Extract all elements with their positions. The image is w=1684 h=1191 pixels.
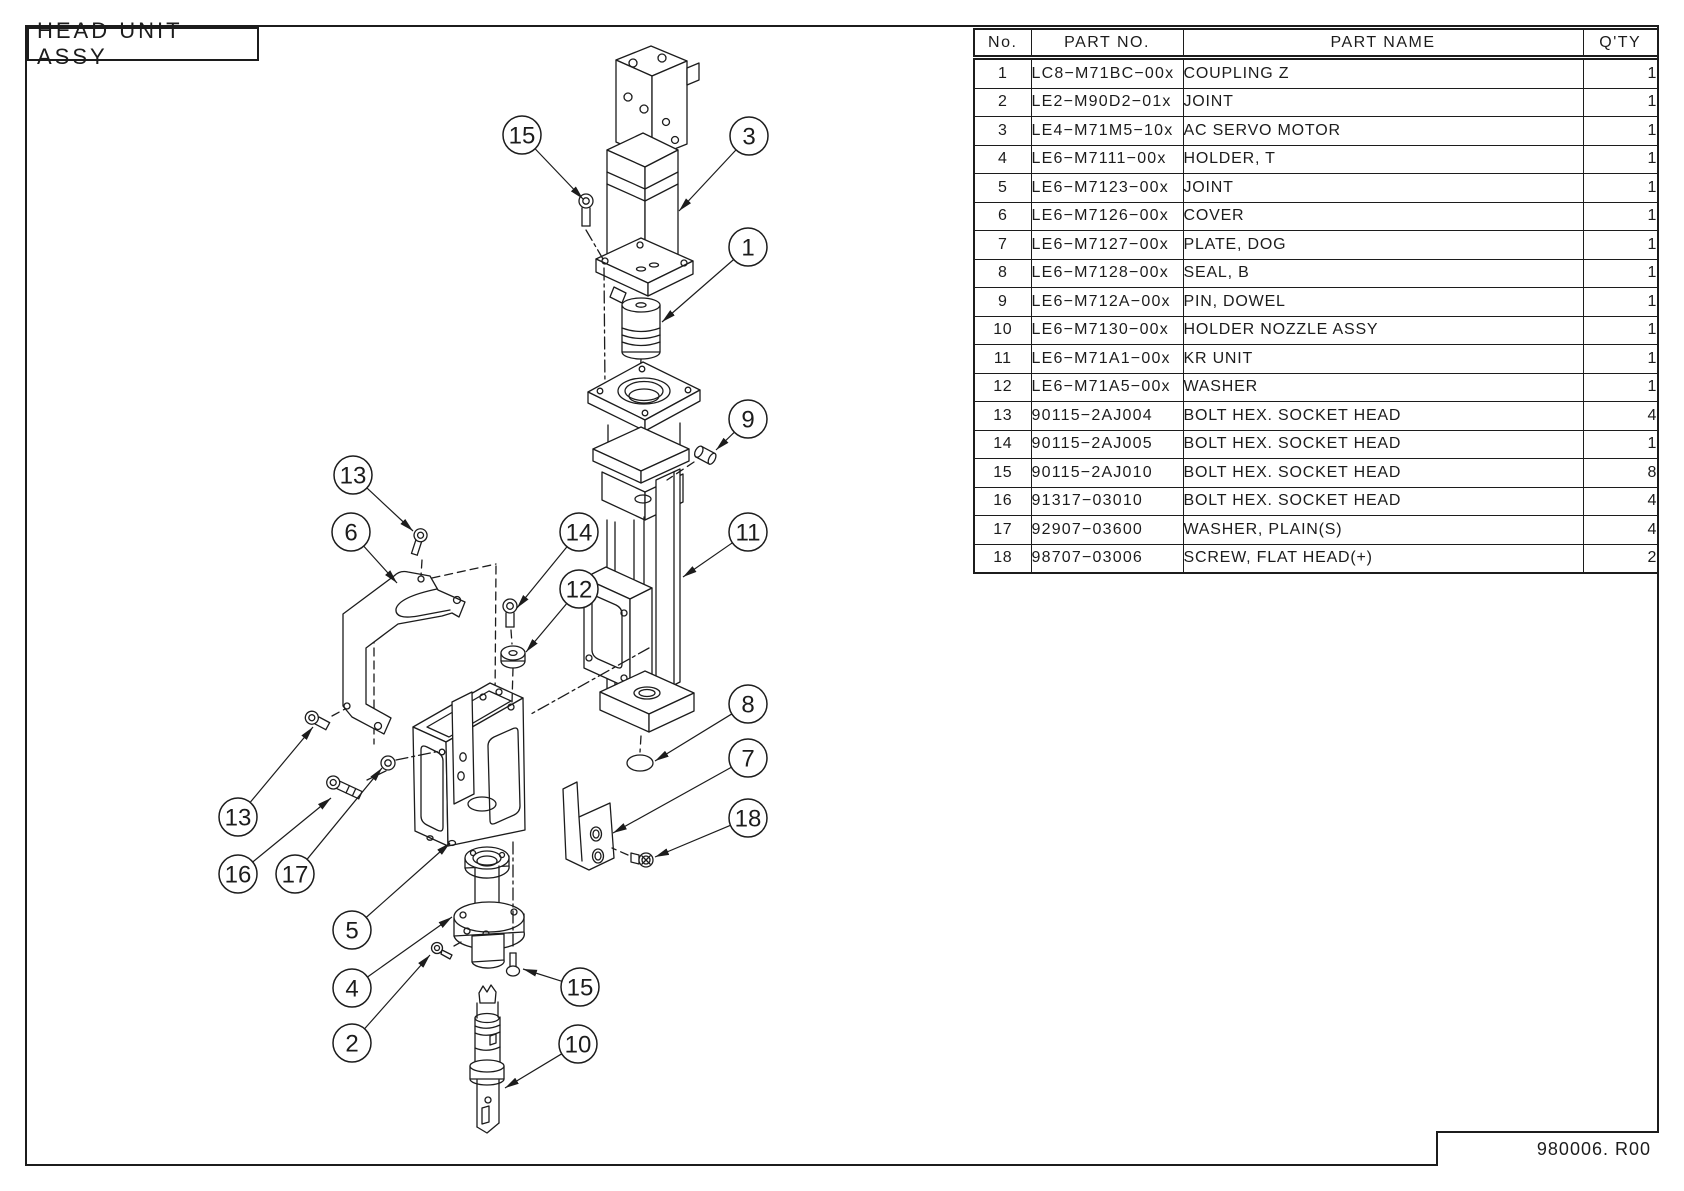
- cell-no: 14: [974, 430, 1031, 459]
- cell-part_name: KR UNIT: [1183, 345, 1583, 374]
- cell-no: 12: [974, 373, 1031, 402]
- bolt-14: [503, 599, 517, 644]
- balloon-label-13: 13: [339, 462, 367, 490]
- balloon-label-12: 12: [565, 576, 593, 604]
- cell-qty: 1: [1583, 231, 1658, 260]
- flat-screw-18: [612, 848, 653, 867]
- balloon-label-7: 7: [741, 745, 755, 773]
- balloon-label-10: 10: [564, 1031, 592, 1059]
- cell-part_name: WASHER, PLAIN(S): [1183, 516, 1583, 545]
- balloon-label-3: 3: [742, 123, 756, 151]
- table-row: [974, 259, 1658, 288]
- cell-qty: 1: [1583, 117, 1658, 146]
- cell-no: 10: [974, 316, 1031, 345]
- balloon-leader-18: [655, 825, 730, 857]
- cell-part_name: PIN, DOWEL: [1183, 288, 1583, 317]
- cell-no: 8: [974, 259, 1031, 288]
- cell-part_name: BOLT HEX. SOCKET HEAD: [1183, 402, 1583, 431]
- balloon-leader-15: [535, 149, 583, 199]
- bolt-13-lower: [303, 709, 345, 732]
- servo-motor-part: [596, 46, 699, 303]
- cell-part_no: LE6−M71A5−00x: [1031, 373, 1183, 402]
- balloon-label-17: 17: [281, 861, 309, 889]
- cell-part_no: LE6−M7111−00x: [1031, 145, 1183, 174]
- cell-qty: 1: [1583, 345, 1658, 374]
- table-row: [974, 202, 1658, 231]
- cell-qty: 8: [1583, 459, 1658, 488]
- cell-part_name: AC SERVO MOTOR: [1183, 117, 1583, 146]
- balloon-label-15: 15: [566, 974, 594, 1002]
- balloon-leader-17: [307, 768, 382, 859]
- balloon-leader-6: [364, 546, 397, 583]
- cell-part_no: LE2−M90D2−01x: [1031, 88, 1183, 117]
- cell-part_no: 92907−03600: [1031, 516, 1183, 545]
- cell-part_name: BOLT HEX. SOCKET HEAD: [1183, 487, 1583, 516]
- cell-part_no: LE6−M71A1−00x: [1031, 345, 1183, 374]
- bolt-13-upper: [408, 527, 429, 576]
- cell-part_name: WASHER: [1183, 373, 1583, 402]
- parts-table: [973, 28, 1659, 574]
- cell-no: 1: [974, 58, 1031, 89]
- cell-no: 13: [974, 402, 1031, 431]
- cell-part_name: HOLDER NOZZLE ASSY: [1183, 316, 1583, 345]
- cell-no: 11: [974, 345, 1031, 374]
- cell-qty: 2: [1583, 544, 1658, 573]
- balloon-label-6: 6: [344, 519, 358, 547]
- cell-qty: 1: [1583, 259, 1658, 288]
- balloon-label-9: 9: [741, 406, 755, 434]
- table-row: [974, 174, 1658, 203]
- cell-part_no: LE6−M7123−00x: [1031, 174, 1183, 203]
- table-row: [974, 58, 1658, 89]
- balloon-leader-12: [526, 604, 567, 652]
- cell-part_name: JOINT: [1183, 174, 1583, 203]
- cell-qty: 1: [1583, 430, 1658, 459]
- cell-no: 3: [974, 117, 1031, 146]
- table-row: [974, 345, 1658, 374]
- cell-no: 9: [974, 288, 1031, 317]
- cell-part_name: BOLT HEX. SOCKET HEAD: [1183, 430, 1583, 459]
- cell-part_name: JOINT: [1183, 88, 1583, 117]
- balloon-leader-11: [683, 543, 732, 577]
- table-row: [974, 288, 1658, 317]
- cell-part_name: HOLDER, T: [1183, 145, 1583, 174]
- balloon-leader-13: [367, 488, 413, 531]
- cell-part_no: 90115−2AJ005: [1031, 430, 1183, 459]
- table-row: [974, 145, 1658, 174]
- table-row: [974, 402, 1658, 431]
- table-row: [974, 88, 1658, 117]
- cell-part_no: LC8−M71BC−00x: [1031, 58, 1183, 89]
- balloon-leader-2: [365, 955, 430, 1029]
- cell-qty: 4: [1583, 402, 1658, 431]
- cell-part_no: LE6−M7126−00x: [1031, 202, 1183, 231]
- cell-no: 17: [974, 516, 1031, 545]
- cell-qty: 1: [1583, 174, 1658, 203]
- cell-qty: 1: [1583, 288, 1658, 317]
- cell-no: 18: [974, 544, 1031, 573]
- table-row: [974, 316, 1658, 345]
- balloon-label-5: 5: [345, 917, 359, 945]
- cell-part_no: 98707−03006: [1031, 544, 1183, 573]
- dowel-pin-part: [693, 445, 718, 466]
- cell-part_no: LE4−M71M5−10x: [1031, 117, 1183, 146]
- cell-part_no: LE6−M7130−00x: [1031, 316, 1183, 345]
- balloon-leader-13: [250, 727, 313, 802]
- cell-part_name: COVER: [1183, 202, 1583, 231]
- balloon-leader-3: [679, 150, 736, 211]
- balloon-label-8: 8: [741, 691, 755, 719]
- cell-qty: 4: [1583, 516, 1658, 545]
- cell-no: 15: [974, 459, 1031, 488]
- cell-part_no: LE6−M7127−00x: [1031, 231, 1183, 260]
- table-header-row: [974, 29, 1658, 58]
- cell-part_no: 91317−03010: [1031, 487, 1183, 516]
- nozzle-holder-part: [470, 985, 504, 1133]
- cell-part_name: SCREW, FLAT HEAD(+): [1183, 544, 1583, 573]
- col-header-part-no: PART NO.: [1031, 29, 1183, 58]
- cell-qty: 1: [1583, 58, 1658, 89]
- cell-part_no: 90115−2AJ004: [1031, 402, 1183, 431]
- balloon-label-2: 2: [345, 1030, 359, 1058]
- balloon-leader-14: [517, 547, 567, 608]
- page-title: HEAD UNIT ASSY: [37, 18, 183, 69]
- balloon-label-15: 15: [508, 122, 536, 150]
- cell-no: 7: [974, 231, 1031, 260]
- cell-part_name: PLATE, DOG: [1183, 231, 1583, 260]
- balloon-label-13: 13: [224, 804, 252, 832]
- balloon-leader-5: [366, 843, 450, 917]
- balloon-label-1: 1: [741, 234, 755, 262]
- cell-no: 2: [974, 88, 1031, 117]
- col-header-no: No.: [974, 29, 1031, 58]
- cell-qty: 1: [1583, 145, 1658, 174]
- balloon-leader-15: [523, 969, 562, 981]
- table-row: [974, 430, 1658, 459]
- cell-no: 5: [974, 174, 1031, 203]
- cell-qty: 1: [1583, 202, 1658, 231]
- cell-part_no: LE6−M7128−00x: [1031, 259, 1183, 288]
- cell-part_name: SEAL, B: [1183, 259, 1583, 288]
- balloon-leader-9: [716, 432, 734, 450]
- cell-part_no: LE6−M712A−00x: [1031, 288, 1183, 317]
- set-screw-2: [432, 941, 464, 959]
- cell-qty: 1: [1583, 373, 1658, 402]
- table-row: [974, 544, 1658, 573]
- balloon-label-14: 14: [565, 519, 593, 547]
- cell-qty: 1: [1583, 88, 1658, 117]
- balloon-leader-10: [505, 1054, 562, 1088]
- cell-no: 4: [974, 145, 1031, 174]
- col-header-qty: Q'TY: [1583, 29, 1658, 58]
- cell-qty: 4: [1583, 487, 1658, 516]
- balloon-label-11: 11: [735, 519, 761, 547]
- bolt-15-top: [579, 194, 605, 389]
- table-row: [974, 231, 1658, 260]
- revision-number: 980006. R00: [1536, 1139, 1651, 1159]
- cell-part_name: COUPLING Z: [1183, 58, 1583, 89]
- cell-no: 16: [974, 487, 1031, 516]
- balloon-label-16: 16: [224, 861, 252, 889]
- dog-plate-part: [563, 782, 614, 870]
- table-row: [974, 459, 1658, 488]
- col-header-part-name: PART NAME: [1183, 29, 1583, 58]
- table-row: [974, 516, 1658, 545]
- table-row: [974, 487, 1658, 516]
- joint-part: [454, 847, 524, 968]
- table-row: [974, 117, 1658, 146]
- cell-qty: 1: [1583, 316, 1658, 345]
- cell-no: 6: [974, 202, 1031, 231]
- balloon-leader-16: [253, 798, 331, 862]
- seal-part: [627, 755, 653, 771]
- table-row: [974, 373, 1658, 402]
- cell-part_no: 90115−2AJ010: [1031, 459, 1183, 488]
- cell-part_name: BOLT HEX. SOCKET HEAD: [1183, 459, 1583, 488]
- balloon-label-4: 4: [345, 975, 359, 1003]
- kr-unit-part: [584, 362, 700, 752]
- balloon-label-18: 18: [734, 805, 762, 833]
- parts-table-body: [974, 58, 1658, 574]
- revision-box: [1436, 1131, 1659, 1166]
- balloon-leader-7: [613, 767, 731, 833]
